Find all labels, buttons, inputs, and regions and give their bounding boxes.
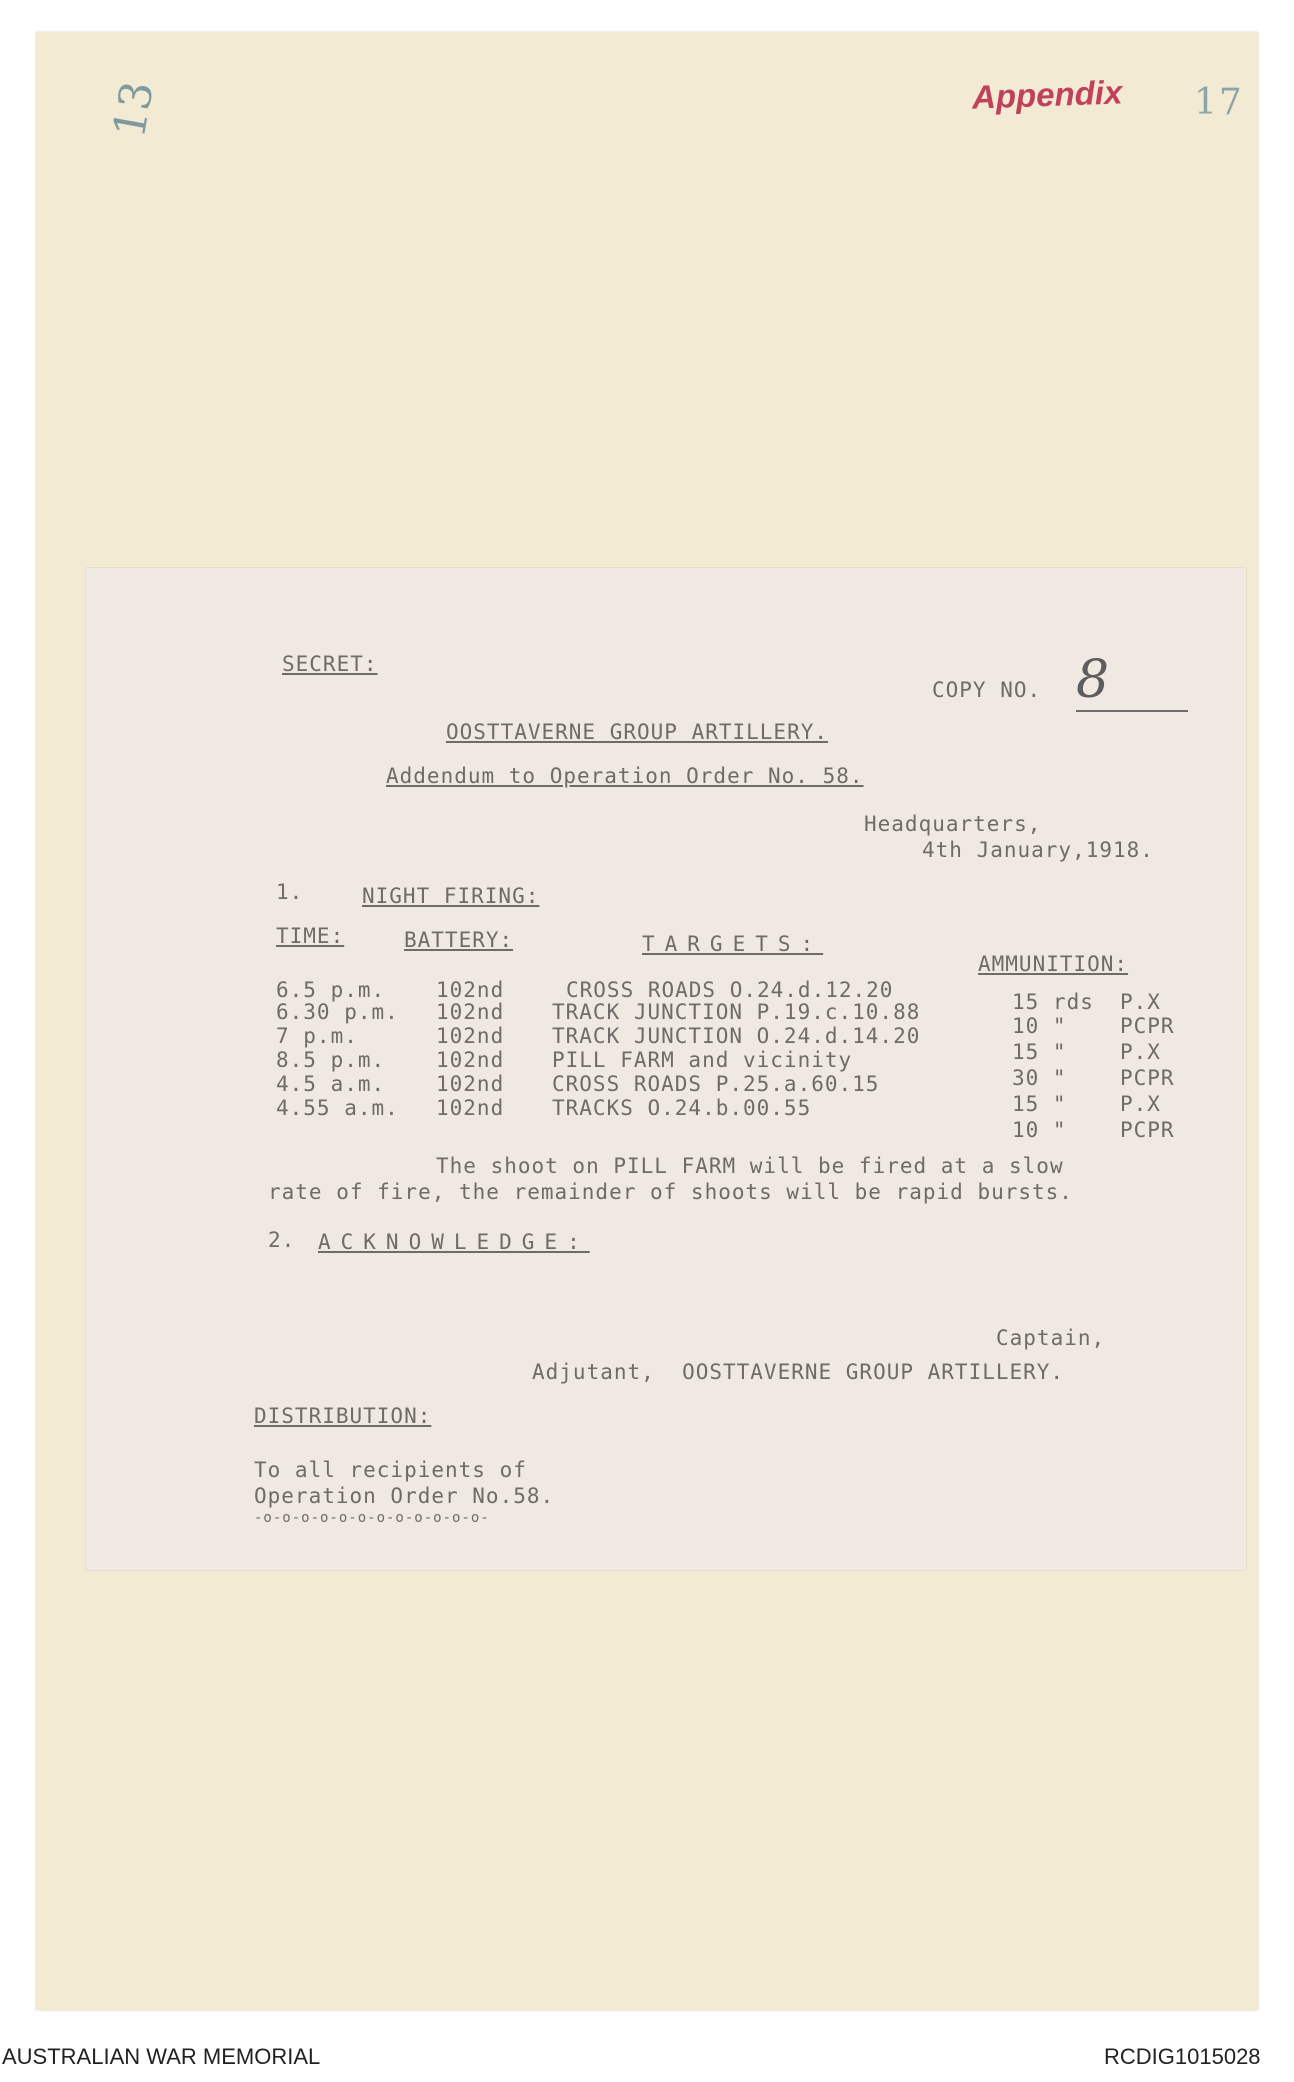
typed-order <box>86 568 1246 1570</box>
row-time: 4.55 a.m. <box>276 1096 399 1120</box>
subject-title: Addendum to Operation Order No. 58. <box>386 764 864 788</box>
page-number-right: 17 <box>1194 82 1244 123</box>
row-target: CROSS ROADS P.25.a.60.15 <box>552 1072 880 1096</box>
header-time: TIME: <box>276 924 345 948</box>
row-time: 8.5 p.m. <box>276 1048 386 1072</box>
section-1-title: NIGHT FIRING: <box>362 884 540 908</box>
unit-title: OOSTTAVERNE GROUP ARTILLERY. <box>446 720 829 744</box>
distribution-line-1: To all recipients of <box>254 1458 527 1482</box>
row-time: 6.30 p.m. <box>276 1000 399 1024</box>
section-1-number: 1. <box>276 880 304 904</box>
row-battery: 102nd <box>436 1000 505 1024</box>
signature-line: Adjutant, OOSTTAVERNE GROUP ARTILLERY. <box>532 1360 1065 1384</box>
header-targets: TARGETS: <box>642 932 824 956</box>
row-battery: 102nd <box>436 1072 505 1096</box>
section-2-number: 2. <box>268 1228 296 1252</box>
row-target: TRACK JUNCTION P.19.c.10.88 <box>552 1000 921 1024</box>
end-mark: -o-o-o-o-o-o-o-o-o-o-o-o- <box>254 1510 490 1526</box>
row-ammo-type: P.X <box>1120 990 1161 1014</box>
row-target: PILL FARM and vicinity <box>552 1048 853 1072</box>
row-target: TRACKS O.24.b.00.55 <box>552 1096 812 1120</box>
copy-number-line <box>1076 710 1188 712</box>
note-line-2: rate of fire, the remainder of shoots will be rapid bursts. <box>268 1180 1073 1204</box>
header-battery: BATTERY: <box>404 928 514 952</box>
paper-sheet <box>36 32 1258 2010</box>
header-ammunition: AMMUNITION: <box>978 952 1129 976</box>
row-ammo-type: P.X <box>1120 1040 1161 1064</box>
appendix-stamp: Appendix <box>971 73 1123 116</box>
row-ammunition: 10 " <box>1012 1118 1067 1142</box>
copy-label: COPY NO. <box>932 678 1042 702</box>
row-ammunition: 15 rds <box>1012 990 1094 1014</box>
row-ammunition: 15 " <box>1012 1040 1067 1064</box>
row-time: 4.5 a.m. <box>276 1072 386 1096</box>
row-battery: 102nd <box>436 1048 505 1072</box>
row-battery: 102nd <box>436 1096 505 1120</box>
copy-number: 8 <box>1076 650 1110 710</box>
row-ammo-type: P.X <box>1120 1092 1161 1116</box>
row-target: TRACK JUNCTION O.24.d.14.20 <box>552 1024 921 1048</box>
section-2-title: ACKNOWLEDGE: <box>318 1230 590 1254</box>
row-battery: 102nd <box>436 978 505 1002</box>
row-ammunition: 15 " <box>1012 1092 1067 1116</box>
headquarters-label: Headquarters, <box>864 812 1042 836</box>
row-ammo-type: PCPR <box>1120 1118 1175 1142</box>
table-row <box>86 1096 1246 1142</box>
row-ammunition: 30 " <box>1012 1066 1067 1090</box>
row-time: 6.5 p.m. <box>276 978 386 1002</box>
row-time: 7 p.m. <box>276 1024 358 1048</box>
note-line-1: The shoot on PILL FARM will be fired at a slow <box>436 1154 1064 1178</box>
captain-label: Captain, <box>996 1326 1106 1350</box>
footer-left: AUSTRALIAN WAR MEMORIAL <box>2 2044 321 2069</box>
footer-right: RCDIG1015028 <box>1104 2044 1261 2069</box>
row-battery: 102nd <box>436 1024 505 1048</box>
row-ammunition: 10 " <box>1012 1014 1067 1038</box>
row-target: CROSS ROADS O.24.d.12.20 <box>566 978 894 1002</box>
row-ammo-type: PCPR <box>1120 1014 1175 1038</box>
distribution-title: DISTRIBUTION: <box>254 1404 432 1428</box>
row-ammo-type: PCPR <box>1120 1066 1175 1090</box>
order-date: 4th January,1918. <box>922 838 1154 862</box>
secret-label: SECRET: <box>282 652 378 676</box>
distribution-line-2: Operation Order No.58. <box>254 1484 555 1508</box>
page-number-left: 13 <box>104 77 164 142</box>
